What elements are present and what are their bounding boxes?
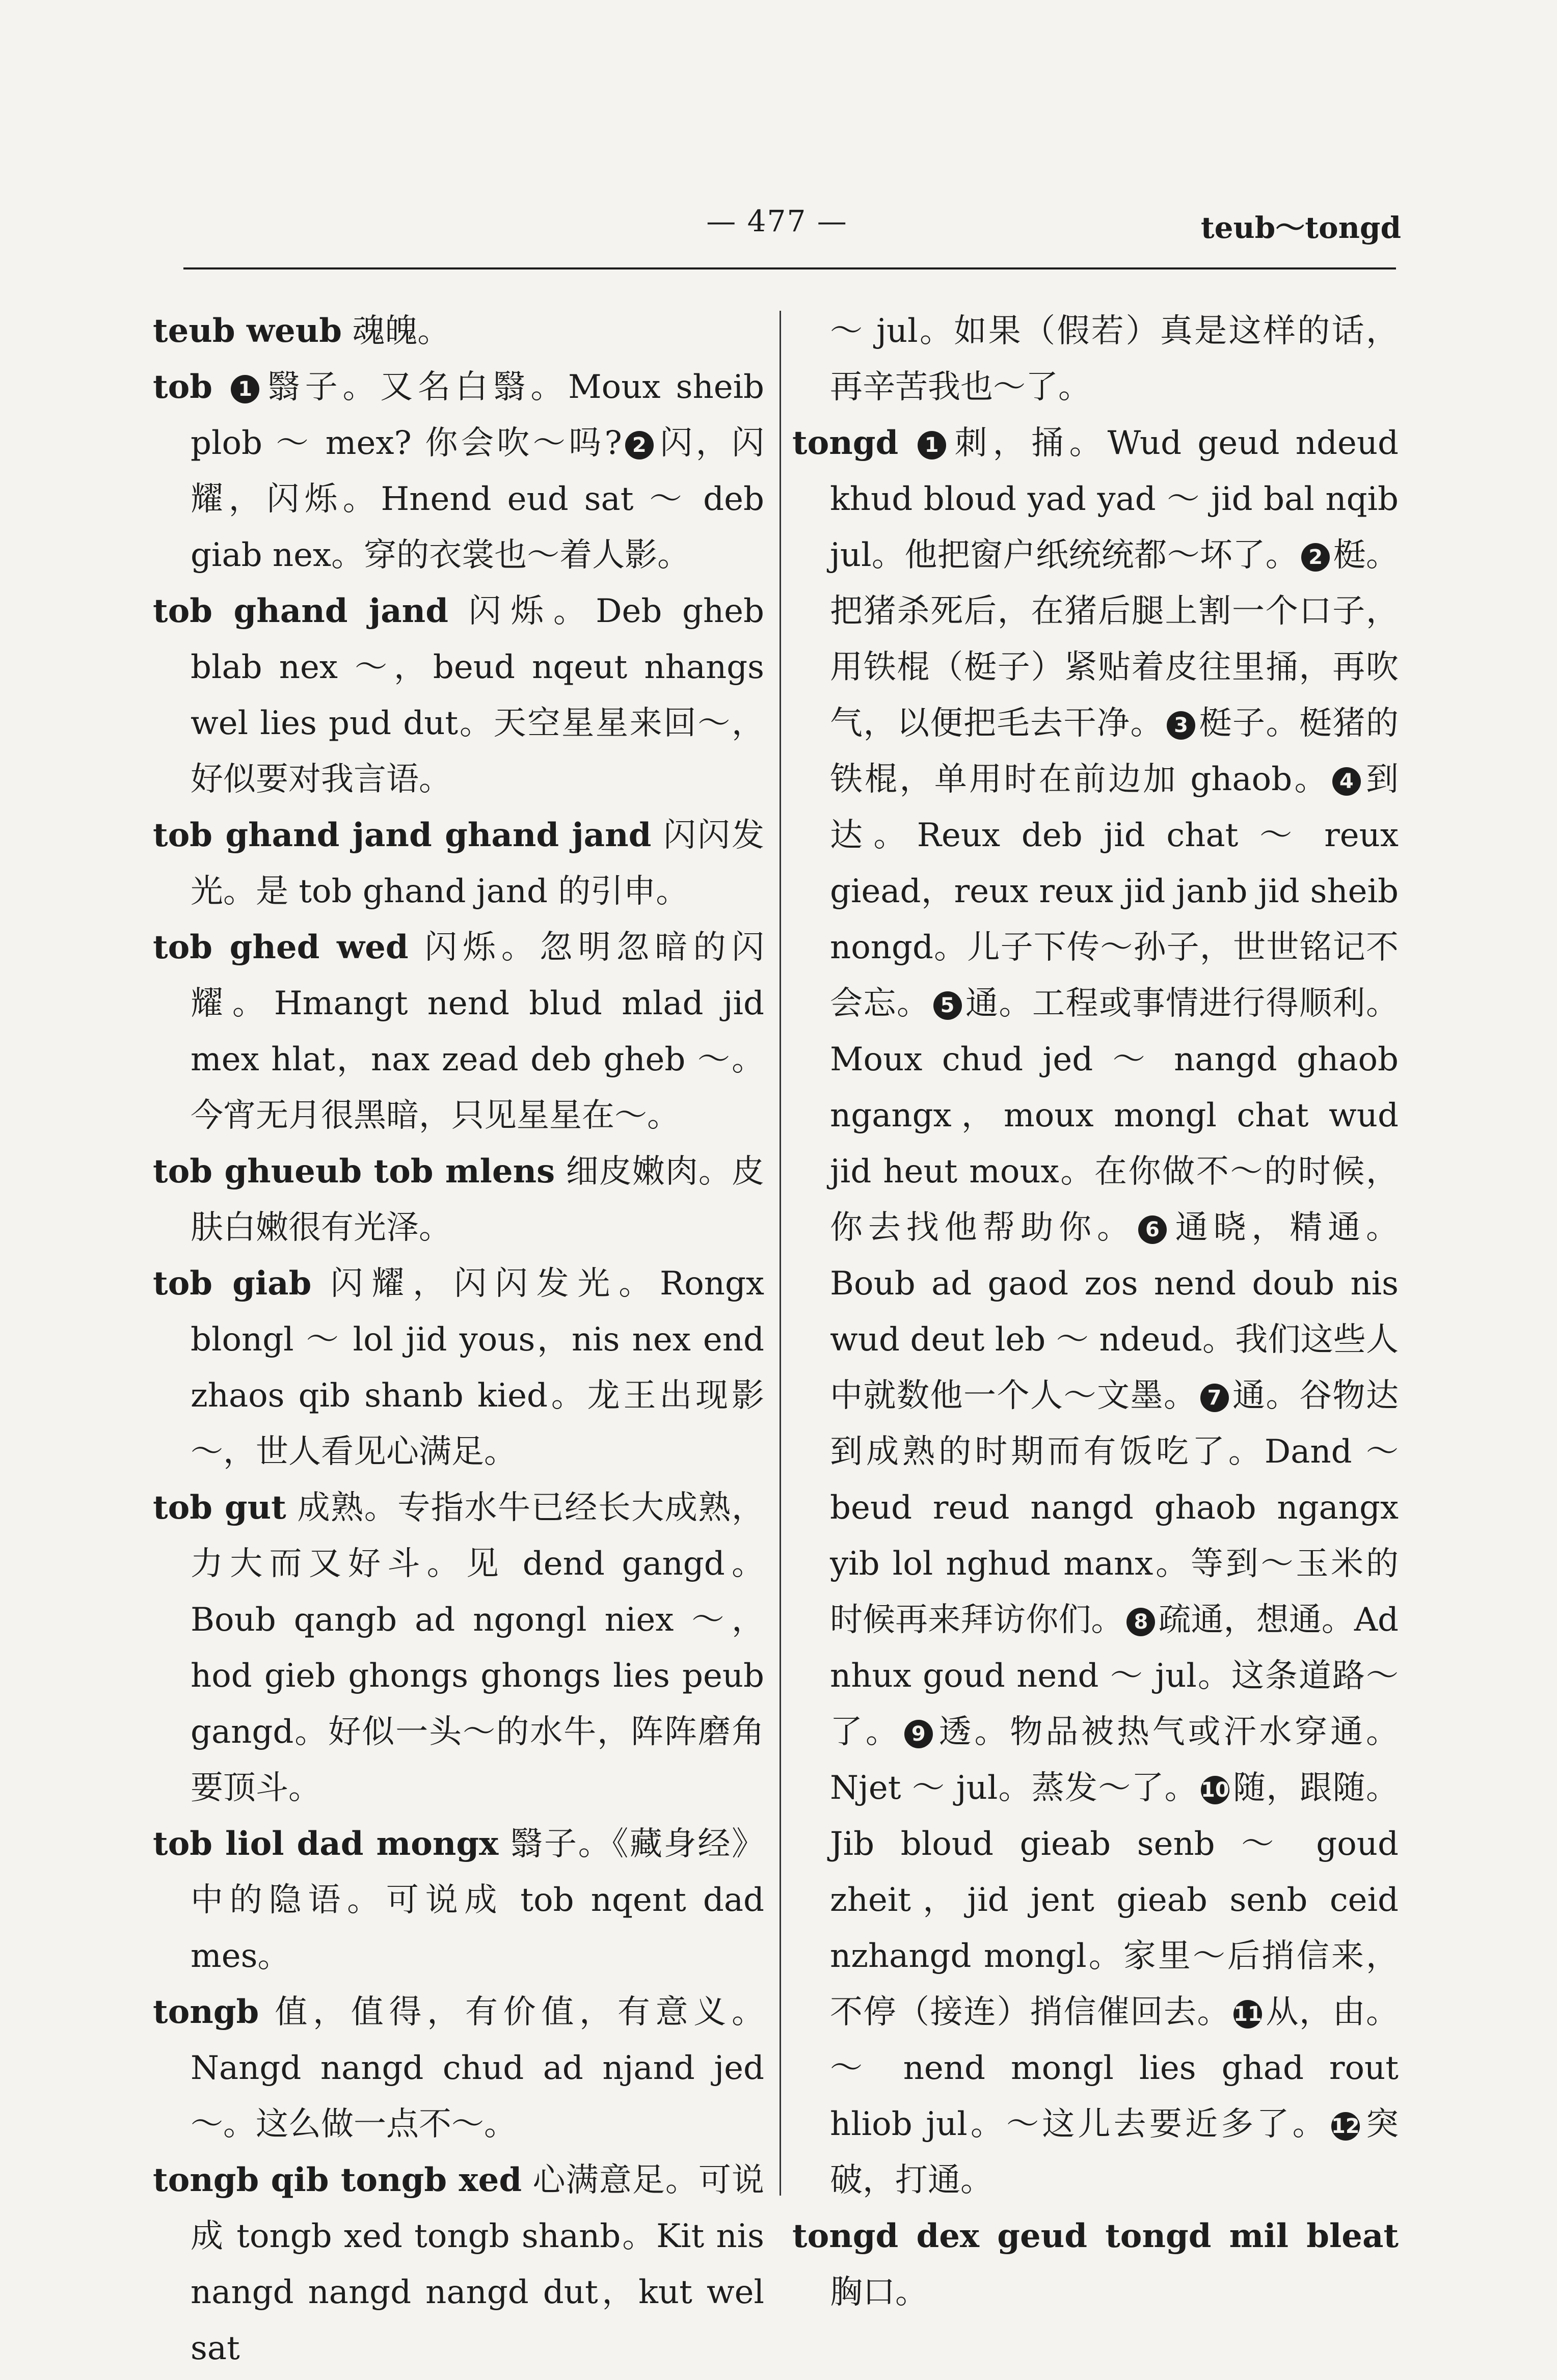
headword: tob ghed wed <box>153 928 409 966</box>
dictionary-entry <box>153 1256 764 1480</box>
dictionary-entry <box>153 919 764 1144</box>
definition-text: 闪耀，闪闪发光。Rongx blongl ～ lol jid yous，nis nex end zhaos qib shanb kied。龙王出现影～，世人看见心满足。 <box>191 1265 765 1471</box>
dictionary-entry <box>153 359 764 583</box>
headword: tob liol dad mongx <box>153 1825 499 1863</box>
definition-text: 闪闪发光。是 tob ghand jand 的引申。 <box>191 817 764 910</box>
sense-number: 9 <box>904 1720 933 1748</box>
headword: tongd dex geud tongd mil bleat <box>792 2217 1399 2255</box>
definition-text: 闪烁。Deb gheb blab nex ～，beud nqeut nhangs wel lies pud dut。天空星星来回～，好似要对我言语。 <box>191 592 765 798</box>
headword: teub weub <box>153 312 342 350</box>
dictionary-entry <box>153 807 764 919</box>
sense-number: 1 <box>231 375 259 403</box>
header-rule <box>183 267 1396 269</box>
headword: tob ghand jand <box>153 592 448 630</box>
dictionary-entry <box>792 303 1399 415</box>
sense-number: 7 <box>1200 1384 1229 1412</box>
headword: tongb qib tongb xed <box>153 2161 522 2199</box>
definition-text: 闪，闪耀，闪烁。Hnend eud sat ～ deb giab nex。穿的衣裳也～着人影。 <box>191 424 764 574</box>
definition-text: 透。物品被热气或汗水穿通。Njet ～ jul。蒸发～了。 <box>830 1713 1399 1807</box>
sense-number: 10 <box>1201 1776 1229 1804</box>
dictionary-entry <box>792 2208 1399 2320</box>
page-number: — 477 — <box>706 204 848 238</box>
running-head: teub～tongd <box>1200 210 1401 245</box>
definition-text: 从，由。～ nend mongl lies ghad rout hliob jul。～这儿去要近多了。 <box>830 1993 1399 2143</box>
definition-text: 胸口。 <box>830 2274 928 2311</box>
definition-text: 闪烁。忽明忽暗的闪耀。Hmangt nend blud mlad jid mex hlat，nax zead deb gheb ～。今宵无月很黑暗，只见星星在～。 <box>191 929 764 1134</box>
definition-text: 魂魄。 <box>352 312 450 350</box>
dictionary-entry <box>153 2152 764 2376</box>
left-column <box>153 303 764 2376</box>
sense-number: 6 <box>1138 1215 1167 1244</box>
headword: tongd <box>792 424 899 462</box>
definition-text: 细皮嫩肉。皮肤白嫩很有光泽。 <box>191 1153 765 1247</box>
dictionary-entry <box>153 1984 764 2152</box>
right-column <box>792 303 1399 2320</box>
definition-text: 通。谷物达到成熟的时期而有饭吃了。Dand ～ beud reud nangd ghaob ngangx yib lol nghud manx。等到～玉米的时候再来拜访你们。 <box>830 1377 1399 1639</box>
sense-number: 5 <box>933 991 962 1020</box>
headword: tob giab <box>153 1264 312 1303</box>
definition-text: 通。工程或事情进行得顺利。Moux chud jed ～ nangd ghaob ngangx，moux mongl chat wud jid heut moux。在你做不～的时候，你去找他帮助你。 <box>830 985 1399 1247</box>
headword: tob gut <box>153 1489 286 1527</box>
definition-text: 值，值得，有价值，有意义。Nangd nangd chud ad njand jed ～。这么做一点不～。 <box>191 1993 765 2143</box>
dictionary-entry <box>153 1480 764 1816</box>
definition-text: 成熟。专指水牛已经长大成熟，力大而又好斗。见 dend gangd。Boub qangb ad ngongl niex ～，hod gieb ghongs ghongs lies peub gangd。好似一头～的水牛，阵阵磨角要顶斗。 <box>191 1489 765 1807</box>
definition-text: 到达。Reux deb jid chat ～ reux giead，reux reux jid janb jid sheib nongd。儿子下传～孙子，世世铭记不会忘。 <box>830 761 1399 1022</box>
definition-text: ～ jul。如果（假若）真是这样的话，再辛苦我也～了。 <box>830 312 1399 406</box>
definition-text: 通晓，精通。Boub ad gaod zos nend doub nis wud deut leb ～ ndeud。我们这些人中就数他一个人～文墨。 <box>830 1209 1399 1415</box>
sense-number: 11 <box>1233 2000 1262 2029</box>
dictionary-entry <box>792 415 1399 2208</box>
dictionary-entry <box>153 1816 764 1984</box>
definition-text: 梃子。梃猪的铁棍，单用时在前边加 ghaob。 <box>830 705 1399 798</box>
sense-number: 2 <box>1301 543 1330 572</box>
sense-number: 8 <box>1126 1608 1155 1636</box>
definition-text: 突破，打通。 <box>830 2105 1399 2199</box>
dictionary-entry <box>153 583 764 807</box>
sense-number: 12 <box>1331 2112 1360 2141</box>
headword: tob ghand jand ghand jand <box>153 816 652 854</box>
definition-text: 翳子。《藏身经》中的隐语。可说成 tob nqent dad mes。 <box>191 1825 765 1975</box>
definition-text: 翳子。又名白翳。Moux sheib plob ～ mex? 你会吹～吗? <box>191 368 765 462</box>
headword: tob ghueub tob mlens <box>153 1152 555 1191</box>
sense-number: 2 <box>625 431 654 459</box>
definition-text: 心满意足。可说成 tongb xed tongb shanb。Kit nis nangd nangd nangd dut，kut wel sat <box>191 2161 765 2367</box>
sense-number: 3 <box>1167 711 1195 740</box>
column-divider <box>780 311 781 2196</box>
headword: tob <box>153 368 212 406</box>
sense-number: 4 <box>1332 767 1361 796</box>
sense-number: 1 <box>918 431 946 459</box>
definition-text: 疏通，想通。Ad nhux goud nend ～ jul。这条道路～了。 <box>830 1601 1399 1751</box>
headword: tongb <box>153 1993 259 2031</box>
definition-text: 梃。把猪杀死后，在猪后腿上割一个口子，用铁棍（梃子）紧贴着皮往里捅，再吹气，以便把毛去干净。 <box>830 536 1399 742</box>
definition-text: 刺，捅。Wud geud ndeud khud bloud yad yad ～ jid bal nqib jul。他把窗户纸统统都～坏了。 <box>830 424 1399 574</box>
definition-text: 随，跟随。Jib bloud gieab senb ～ goud zheit，jid jent gieab senb ceid nzhangd mongl。家里～后捎信来，不停（接连）捎信催回去。 <box>830 1769 1399 2031</box>
dictionary-entry <box>153 1144 764 1256</box>
dictionary-entry <box>153 303 764 359</box>
page-header <box>153 204 1401 245</box>
